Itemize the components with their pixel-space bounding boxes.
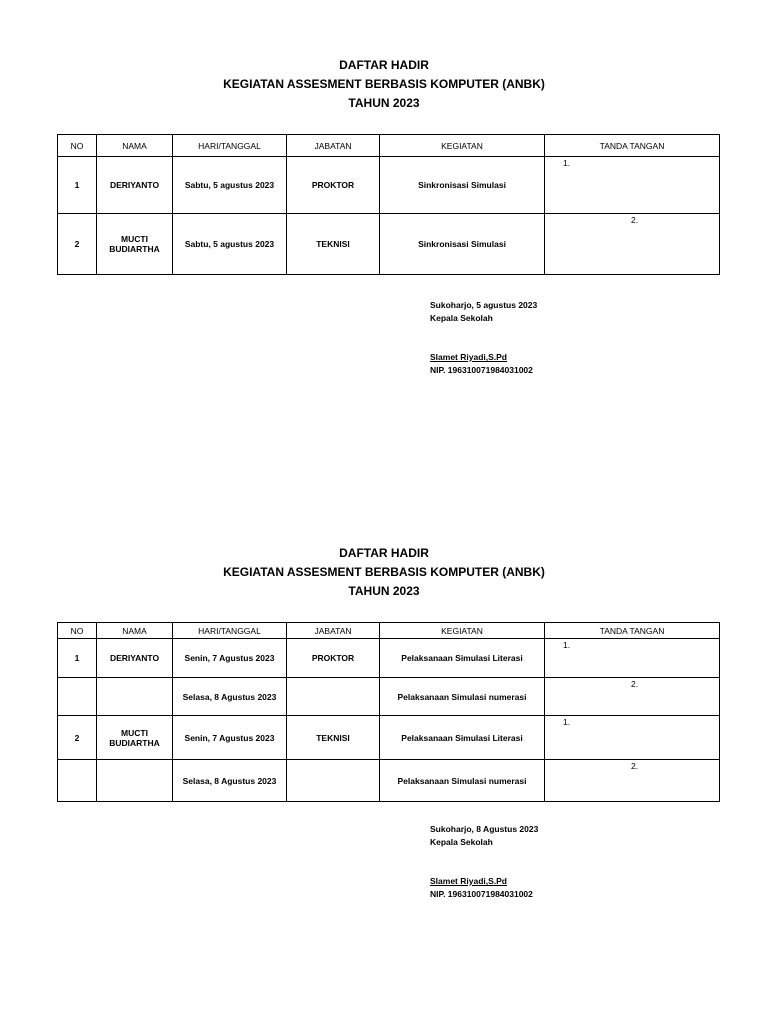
cell-no: 2 [58, 716, 97, 760]
signer-name: Slamet Riyadi,S.Pd [430, 876, 507, 886]
header-jabatan: JABATAN [287, 623, 380, 639]
signer-role: Kepala Sekolah [430, 313, 493, 323]
header-tanda-tangan: TANDA TANGAN [545, 135, 720, 157]
cell-tanda-tangan[interactable] [545, 716, 720, 760]
cell-kegiatan: Pelaksanaan Simulasi Literasi [380, 639, 545, 678]
place-date: Sukoharjo, 5 agustus 2023 [430, 300, 538, 310]
cell-tanda-tangan[interactable] [545, 760, 720, 802]
signer-role: Kepala Sekolah [430, 837, 493, 847]
header-no: NO [58, 135, 97, 157]
cell-kegiatan: Pelaksanaan Simulasi numerasi [380, 760, 545, 802]
table-row [58, 760, 720, 802]
cell-tanggal: Senin, 7 Agustus 2023 [173, 639, 287, 678]
cell-no [58, 760, 97, 802]
cell-tanda-tangan[interactable] [545, 678, 720, 716]
cell-tanda-tangan[interactable] [545, 214, 720, 275]
header-nama: NAMA [97, 135, 173, 157]
document-title [0, 544, 768, 601]
signature-number: 1. [563, 640, 571, 650]
cell-tanda-tangan[interactable] [545, 157, 720, 214]
attendance-table [57, 134, 720, 275]
cell-jabatan: PROKTOR [287, 157, 380, 214]
attendance-table [57, 622, 720, 802]
header-kegiatan: KEGIATAN [380, 135, 545, 157]
header-kegiatan: KEGIATAN [380, 623, 545, 639]
cell-nama: MUCTI BUDIARTHA [97, 214, 173, 275]
signature-block [430, 299, 537, 377]
table-row [58, 157, 720, 214]
header-jabatan: JABATAN [287, 135, 380, 157]
cell-kegiatan: Sinkronisasi Simulasi [380, 157, 545, 214]
title-line-3: TAHUN 2023 [348, 96, 420, 110]
cell-jabatan: TEKNISI [287, 716, 380, 760]
cell-no: 1 [58, 157, 97, 214]
header-no: NO [58, 623, 97, 639]
signature-number: 2. [631, 679, 639, 689]
cell-kegiatan: Pelaksanaan Simulasi Literasi [380, 716, 545, 760]
place-date: Sukoharjo, 8 Agustus 2023 [430, 824, 539, 834]
cell-jabatan: TEKNISI [287, 214, 380, 275]
table-header-row [58, 135, 720, 157]
signature-block [430, 823, 538, 901]
title-line-1: DAFTAR HADIR [339, 58, 429, 72]
cell-tanggal: Sabtu, 5 agustus 2023 [173, 214, 287, 275]
signature-number: 2. [631, 761, 639, 771]
cell-nama: DERIYANTO [97, 639, 173, 678]
title-line-2: KEGIATAN ASSESMENT BERBASIS KOMPUTER (ANBK) [223, 77, 545, 91]
title-line-1: DAFTAR HADIR [339, 546, 429, 560]
cell-tanggal: Senin, 7 Agustus 2023 [173, 716, 287, 760]
cell-no: 1 [58, 639, 97, 678]
cell-jabatan: PROKTOR [287, 639, 380, 678]
cell-jabatan [287, 760, 380, 802]
table-header-row [58, 623, 720, 639]
header-nama: NAMA [97, 623, 173, 639]
header-tanda-tangan: TANDA TANGAN [545, 623, 720, 639]
cell-tanggal: Selasa, 8 Agustus 2023 [173, 678, 287, 716]
cell-nama [97, 760, 173, 802]
signature-number: 2. [631, 215, 639, 225]
cell-no: 2 [58, 214, 97, 275]
cell-tanggal: Selasa, 8 Agustus 2023 [173, 760, 287, 802]
table-row [58, 716, 720, 760]
signature-number: 1. [563, 158, 571, 168]
signer-nip: NIP. 196310071984031002 [430, 889, 533, 899]
document-title [0, 56, 768, 113]
cell-tanda-tangan[interactable] [545, 639, 720, 678]
table-row [58, 639, 720, 678]
title-line-3: TAHUN 2023 [348, 584, 420, 598]
signer-name: Slamet Riyadi,S.Pd [430, 352, 507, 362]
cell-nama: DERIYANTO [97, 157, 173, 214]
title-line-2: KEGIATAN ASSESMENT BERBASIS KOMPUTER (ANBK) [223, 565, 545, 579]
cell-kegiatan: Pelaksanaan Simulasi numerasi [380, 678, 545, 716]
signer-nip: NIP. 196310071984031002 [430, 365, 533, 375]
signature-number: 1. [563, 717, 571, 727]
header-hari-tanggal: HARI/TANGGAL [173, 135, 287, 157]
table-row [58, 678, 720, 716]
cell-jabatan [287, 678, 380, 716]
cell-nama: MUCTI BUDIARTHA [97, 716, 173, 760]
cell-no [58, 678, 97, 716]
cell-kegiatan: Sinkronisasi Simulasi [380, 214, 545, 275]
table-row [58, 214, 720, 275]
cell-tanggal: Sabtu, 5 agustus 2023 [173, 157, 287, 214]
cell-nama [97, 678, 173, 716]
header-hari-tanggal: HARI/TANGGAL [173, 623, 287, 639]
